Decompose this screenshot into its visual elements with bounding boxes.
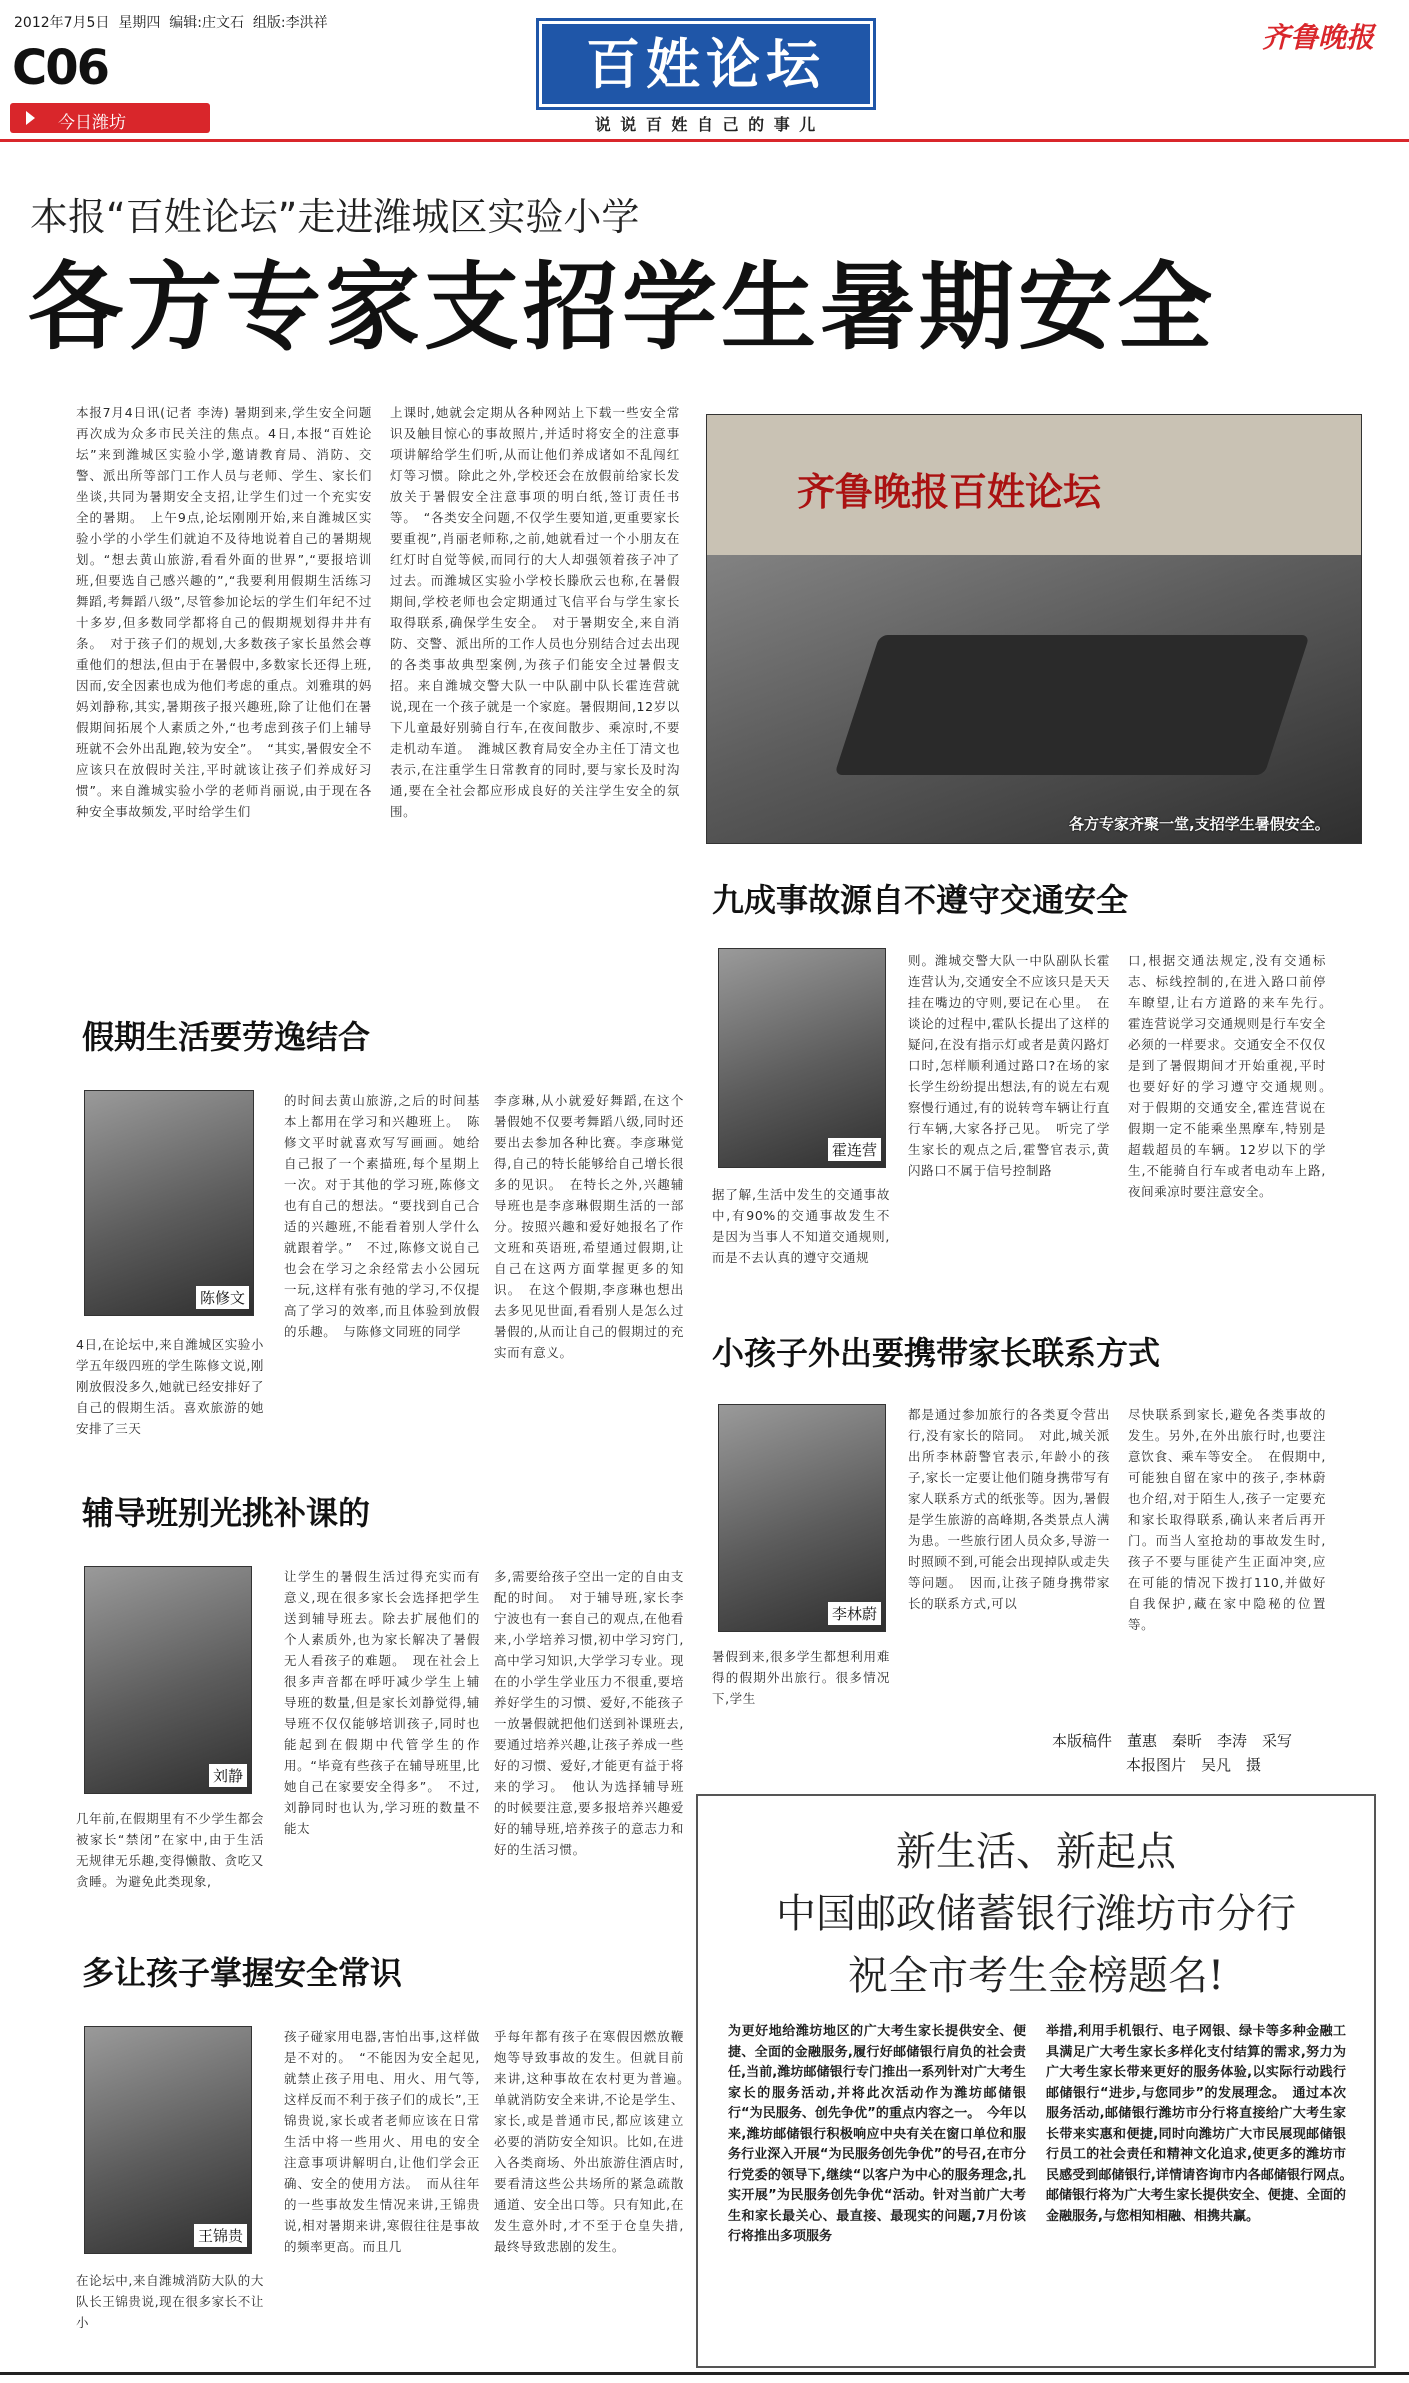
article-headline: 各方专家支招学生暑期安全 — [28, 253, 1217, 363]
page-number: C06 — [12, 40, 109, 96]
sec3-portrait — [84, 2026, 252, 2254]
sec5-column-1: 暑假到来,很多学生都想利用难得的假期外出旅行。很多情况下,学生 — [712, 1649, 890, 1706]
sec3-column-1: 在论坛中,来自潍城消防大队的大队长王锦贵说,现在很多家长不让小 — [76, 2273, 264, 2330]
ad-line-2: 中国邮政储蓄银行潍坊市分行 — [776, 1891, 1296, 1937]
sec1-column-1: 4日,在论坛中,来自潍城区实验小学五年级四班的学生陈修文说,刚刚放假没多久,她就已经安排好了自己的假期生活。喜欢旅游的她安排了三天 — [76, 1337, 265, 1436]
ad-body-right: 举措,利用手机银行、电子网银、绿卡等多种金融工具满足广大考生家长多样化支付结算的需求,努力为广大考生家长带来更好的服务体验,以实际行动践行邮储银行“进步,与您同步”的发展理念。 通过本次服务活动,邮储银行潍坊市分行将直接给广大考生家长带来实惠和便捷,同时向潍坊广大市民展现邮储银行员工的社会责任和精神文化追求,使更多的潍坊市民感受到邮储银行,详情请咨询市内各邮储银行网点。 邮储银行将为广大考生家长提供安全、便捷、全面的金融服务,与您相知相融、相携共赢。 — [1046, 2024, 1360, 2224]
column-logo — [536, 18, 876, 110]
sec3-column-2: 孩子碰家用电器,害怕出事,这样做是不对的。 “不能因为安全起见,就禁止孩子用电、用火、用气等,这样反而不利于孩子们的成长”,王锦贵说,家长或者老师应该在日常生活中将一些用火、用电的安全注意事项讲解明白,让他们学会正确、安全的使用方法。 而从往年的一些事故发生情况来讲,王锦贵说,相对暑期来讲,寒假往往是事故的频率更高。而且几 — [284, 2029, 480, 2254]
sec5-person-name: 李林蔚 — [828, 1602, 881, 1625]
editor-credit: 编辑:庄文石 — [169, 15, 244, 31]
sec3-column-3: 乎每年都有孩子在寒假因燃放鞭炮等导致事故的发生。但就目前来讲,这种事故在农村更为普遍。 单就消防安全来讲,不论是学生、家长,或是普通市民,都应该建立必要的消防安全知识。比如,在进入各类商场、外出旅游住酒店时,要看清这些公共场所的紧急疏散通道、安全出口等。只有知此,在发生意外时,才不至于仓皇失措,最终导致悲剧的发生。 — [494, 2029, 698, 2254]
sec1-column-2: 的时间去黄山旅游,之后的时间基本上都用在学习和兴趣班上。 陈修文平时就喜欢写写画画。她给自己报了一个素描班,每个星期上一次。对于其他的学习班,陈修文也有自己的想法。“要找到自己合适的兴趣班,不能看着别人学什么就跟着学。” 不过,陈修文说自己也会在学习之余经常去小公园玩一玩,这样有张有弛的学习,不仅提高了学习的效率,而且体验到放假的乐趣。 与陈修文同班的同学 — [284, 1093, 480, 1339]
sec4-portrait — [718, 948, 886, 1168]
section-arrow-icon — [26, 111, 35, 125]
designer-credit: 组版:李洪祥 — [252, 15, 328, 31]
sec1-column-3: 李彦琳,从小就爱好舞蹈,在这个暑假她不仅要考舞蹈八级,同时还要出去参加各种比赛。李彦琳觉得,自己的特长能够给自己增长很多的见识。 在特长之外,兴趣辅导班也是李彦琳假期生活的一部分。按照兴趣和爱好她报名了作文班和英语班,希望通过假期,让自己在这两方面掌握更多的知识。 在这个假期,李彦琳也想出去多见见世面,看看别人是怎么过暑假的,从而让自己的假期过的充实而有意义。 — [494, 1093, 684, 1360]
header-meta — [14, 14, 328, 32]
sec4-person-name: 霍连营 — [828, 1138, 881, 1161]
sec5-column-3: 尽快联系到家长,避免各类事故的发生。另外,在外出旅行时,也要注意饮食、乘车等安全。 在假期中,可能独自留在家中的孩子,李林蔚也介绍,对于陌生人,孩子一定要充和家长取得联系,确认来者后再开门。而当人室抢劫的事故发生时,孩子不要与匪徒产生正面冲突,应在可能的情况下拨打110,并做好自我保护,藏在家中隐秘的位置等。 — [1128, 1407, 1326, 1632]
ad-line-3: 祝全市考生金榜题名! — [847, 1953, 1225, 1999]
ad-body-left: 为更好地给潍坊地区的广大考生家长提供安全、便捷、全面的金融服务,履行好邮储银行肩负的社会责任,当前,潍坊邮储银行专门推出一系列针对广大考生家长的服务活动,并将此次活动作为潍坊邮储银行“为民服务、创先争优”的重点内容之一。 今年以来,潍坊邮储银行积极响应中央有关在窗口单位和服务行业深入开展“为民服务创先争优”的号召,在市分行党委的领导下,继续“以客户为中心的服务理念,扎实开展”为民服务创先争优“活动。针对当前广大考生和家长最关心、最直接、最现实的问题,7月份该行将推出多项服务 — [728, 2024, 1026, 2244]
sec2-title: 辅导班别光挑补课的 — [82, 1494, 371, 1532]
photo-banner-text: 齐鲁晚报百姓论坛 — [797, 469, 1102, 514]
photo-table — [834, 635, 1309, 775]
sec2-column-3: 多,需要给孩子空出一定的自由支配的时间。 对于辅导班,家长李宁波也有一套自己的观点,在他看来,小学培养习惯,初中学习窍门,高中学习知识,大学学习专业。现在的小学生学业压力不很重,要培养好学生的习惯、爱好,不能孩子一放暑假就把他们送到补课班去,要通过培养兴趣,让孩子养成一些好的习惯、爱好,才能更有益于将来的学习。 他认为选择辅导班的时候要注意,要多报培养兴趣爱好的辅导班,培养孩子的意志力和好的生活习惯。 — [494, 1569, 684, 1857]
section-label: 今日潍坊 — [58, 113, 126, 133]
sec2-column-2: 让学生的暑假生活过得充实而有意义,现在很多家长会选择把学生送到辅导班去。除去扩展他们的个人素质外,也为家长解决了暑假无人看孩子的难题。 现在社会上很多声音都在呼吁减少学生上辅导班的数量,但是家长刘静觉得,辅导班不仅仅能够培训孩子,同时也能起到在假期中代管学生的作用。“毕竟有些孩子在辅导班里,比她自己在家要安全得多”。 不过,刘静同时也认为,学习班的数量不能太 — [284, 1569, 480, 1836]
main-photo-caption: 各方专家齐聚一堂,支招学生暑假安全。 — [1069, 815, 1330, 833]
article-kicker: 本报“百姓论坛”走进潍城区实验小学 — [30, 195, 640, 239]
sec1-title: 假期生活要劳逸结合 — [82, 1018, 371, 1056]
main-photo — [706, 414, 1362, 844]
intro-column-1: 本报7月4日讯(记者 李涛) 暑期到来,学生安全问题再次成为众多市民关注的焦点。4日,本报“百姓论坛”来到潍城区实验小学,邀请教育局、消防、交警、派出所等部门工作人员与老师、学生、家长们坐谈,共同为暑期安全支招,让学生们过一个充实安全的暑期。 上午9点,论坛刚刚开始,来自潍城区实验小学的小学生们就迫不及待地说着自己的暑期规划。“想去黄山旅游,看看外面的世界”,“要报培训班,但要选自己感兴趣的”,“我要利用假期生活练习舞蹈,考舞蹈八级”,尽管参加论坛的学生们年纪不过十多岁,但多数同学都将自己的假期规划得井井有条。 对于孩子们的规划,大多数孩子家长虽然会尊重他们的想法,但由于在暑假中,多数家长还得上班,因而,安全因素也成为他们考虑的重点。刘雅琪的妈妈刘静称,其实,暑期孩子报兴趣班,除了让他们在暑假期间拓展个人素质之外,“也考虑到孩子们上辅导班就不会外出乱跑,较为安全”。 “其实,暑假安全不应该只在放假时关注,平时就该让孩子们养成好习惯”。来自潍城实验小学的老师肖丽说,由于现在各种安全事故频发,平时给学生们 — [76, 405, 372, 819]
credits-writers: 本版稿件 董惠 秦昕 李涛 采写 — [1052, 1732, 1293, 1750]
sec4-column-2: 则。潍城交警大队一中队副队长霍连营认为,交通安全不应该只是天天挂在嘴边的守则,要记在心里。 在谈论的过程中,霍队长提出了这样的疑问,在没有指示灯或者是黄闪路灯口时,怎样顺利通过路口?在场的家长学生纷纷提出想法,有的说左右观察慢行通过,有的说转弯车辆让行直行车辆,大家各抒己见。 听完了学生家长的观点之后,霍警官表示,黄闪路口不属于信号控制路 — [908, 953, 1110, 1178]
sec5-column-2: 都是通过参加旅行的各类夏令营出行,没有家长的陪同。 对此,城关派出所李林蔚警官表示,年龄小的孩子,家长一定要让他们随身携带写有家人联系方式的纸张等。因为,暑假是学生旅游的高峰期,各类景点人满为患。一些旅行团人员众多,导游一时照顾不到,可能会出现掉队或走失等问题。 因而,让孩子随身携带家长的联系方式,可以 — [908, 1407, 1110, 1611]
sec3-person-name: 王锦贵 — [194, 2224, 247, 2247]
sec5-portrait — [718, 1404, 886, 1632]
sec4-title: 九成事故源自不遵守交通安全 — [712, 881, 1129, 919]
sec4-column-3: 口,根据交通法规定,没有交通标志、标线控制的,在进入路口前停车瞭望,让右方道路的来车先行。 霍连营说学习交通规则是行车安全必须的一样要求。交通安全不仅仅是到了暑假期间才开始重视,平时也要好好的学习遵守交通规则。 对于假期的交通安全,霍连营说在假期一定不能乘坐黑摩车,特别是超载超员的车辆。12岁以下的学生,不能骑自行车或者电动车上路,夜间乘凉时要注意安全。 — [1128, 953, 1340, 1199]
column-slogan: 说 说 百 姓 自 己 的 事 儿 — [594, 115, 818, 134]
sec4-column-1: 据了解,生活中发生的交通事故中,有90%的交通事故发生不是因为当事人不知道交通规则,而是不去认真的遵守交通规 — [712, 1187, 890, 1265]
credits-photos: 本报图片 吴凡 摄 — [1126, 1756, 1262, 1774]
ad-line-1: 新生活、新起点 — [896, 1829, 1176, 1875]
sec1-person-name: 陈修文 — [196, 1286, 249, 1309]
ad-box — [696, 1794, 1376, 2368]
footer-rule — [0, 2372, 1409, 2375]
sec5-title: 小孩子外出要携带家长联系方式 — [712, 1334, 1161, 1372]
sec2-portrait — [84, 1566, 252, 1794]
column-title: 百姓论坛 — [586, 32, 826, 96]
sec2-column-1: 几年前,在假期里有不少学生都会被家长“禁闭”在家中,由于生活无规律无乐趣,变得懒散、贪吃又贪睡。为避免此类现象, — [76, 1811, 264, 1889]
intro-column-2: 上课时,她就会定期从各种网站上下载一些安全常识及触目惊心的事故照片,并适时将安全的注意事项讲解给学生们听,从而让他们养成诸如不乱闯红灯等习惯。除此之外,学校还会在放假前给家长发放关于暑假安全注意事项的明白纸,签订责任书等。 “各类安全问题,不仅学生要知道,更重要家长要重视”,肖丽老师称,之前,她就看过一个小朋友在红灯时自觉等候,而同行的大人却强领着孩子冲了过去。而潍城区实验小学校长滕欣云也称,在暑假期间,学校老师也会定期通过飞信平台与学生家长取得联系,确保学生安全。 对于暑期安全,来自消防、交警、派出所的工作人员也分别结合过去出现的各类事故典型案例,为孩子们能安全过暑假支招。来自潍城交警大队一中队副中队长霍连营就说,现在一个孩子就是一个家庭。暑假期间,12岁以下儿童最好别骑自行车,在夜间散步、乘凉时,不要走机动车道。 潍城区教育局安全办主任丁清文也表示,在注重学生日常教育的同时,要与家长及时沟通,要在全社会都应形成良好的关注学生安全的氛围。 — [390, 405, 680, 819]
section-tab — [10, 103, 210, 133]
issue-weekday: 星期四 — [118, 15, 161, 31]
sec3-title: 多让孩子掌握安全常识 — [82, 1954, 403, 1992]
paper-logo: 齐鲁晚报 — [1262, 21, 1375, 54]
issue-date: 2012年7月5日 — [14, 15, 110, 31]
sec2-person-name: 刘静 — [209, 1764, 247, 1787]
header-rule — [0, 139, 1409, 142]
sec1-portrait — [84, 1090, 254, 1316]
